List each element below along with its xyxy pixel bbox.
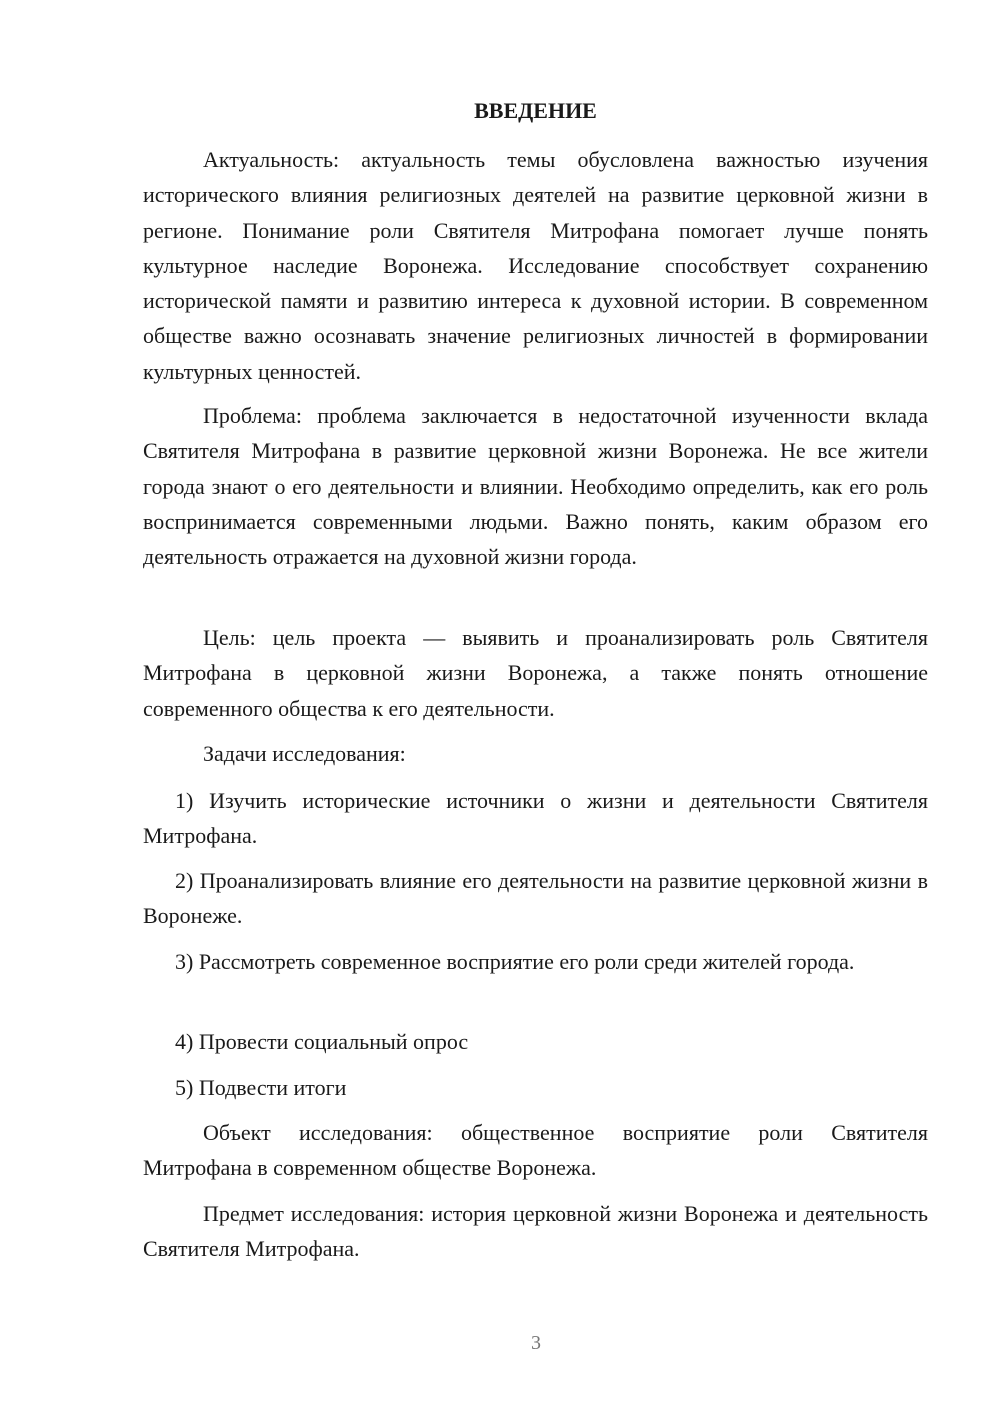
research-subject-paragraph: Предмет исследования: история церковной жизни Воронежа и деятельность Святителя Митрофана. [143,1201,928,1262]
problem-paragraph: Проблема: проблема заключается в недостаточной изученности вклада Святителя Митрофана в развитие церковной жизни Воронежа. Не все жители города знают о его деятельности и влиянии. Необходимо определить, как его роль воспринимается современными людьми. Важно понять, каким образом его деятельность отражается на духовной жизни города. [143,403,928,570]
section-heading: ВВЕДЕНИЕ [474,98,597,123]
task-item-3: 3) Рассмотреть современное восприятие его роли среди жителей города. [175,949,855,974]
tasks-heading: Задачи исследования: [203,741,406,766]
goal-paragraph: Цель: цель проекта — выявить и проанализировать роль Святителя Митрофана в церковной жизни Воронежа, а также понять отношение современного общества к его деятельности. [143,625,928,721]
relevance-paragraph: Актуальность: актуальность темы обусловлена важностью изучения исторического влияния религиозных деятелей на развитие церковной жизни в регионе. Понимание роли Святителя Митрофана помогает лучше понять культурное наследие Воронежа. Исследование способствует сохранению исторической памяти и развитию интереса к духовной истории. В современном обществе важно осознавать значение религиозных личностей в формировании культурных ценностей. [143,147,928,384]
research-object-paragraph: Объект исследования: общественное восприятие роли Святителя Митрофана в современном обществе Воронежа. [143,1120,928,1181]
task-item-4: 4) Провести социальный опрос [175,1029,469,1054]
page-number: 3 [531,1332,541,1354]
task-item-1: 1) Изучить исторические источники о жизни и деятельности Святителя Митрофана. [143,788,928,849]
task-item-5: 5) Подвести итоги [175,1075,347,1100]
task-item-2: 2) Проанализировать влияние его деятельности на развитие церковной жизни в Воронеже. [143,868,928,929]
